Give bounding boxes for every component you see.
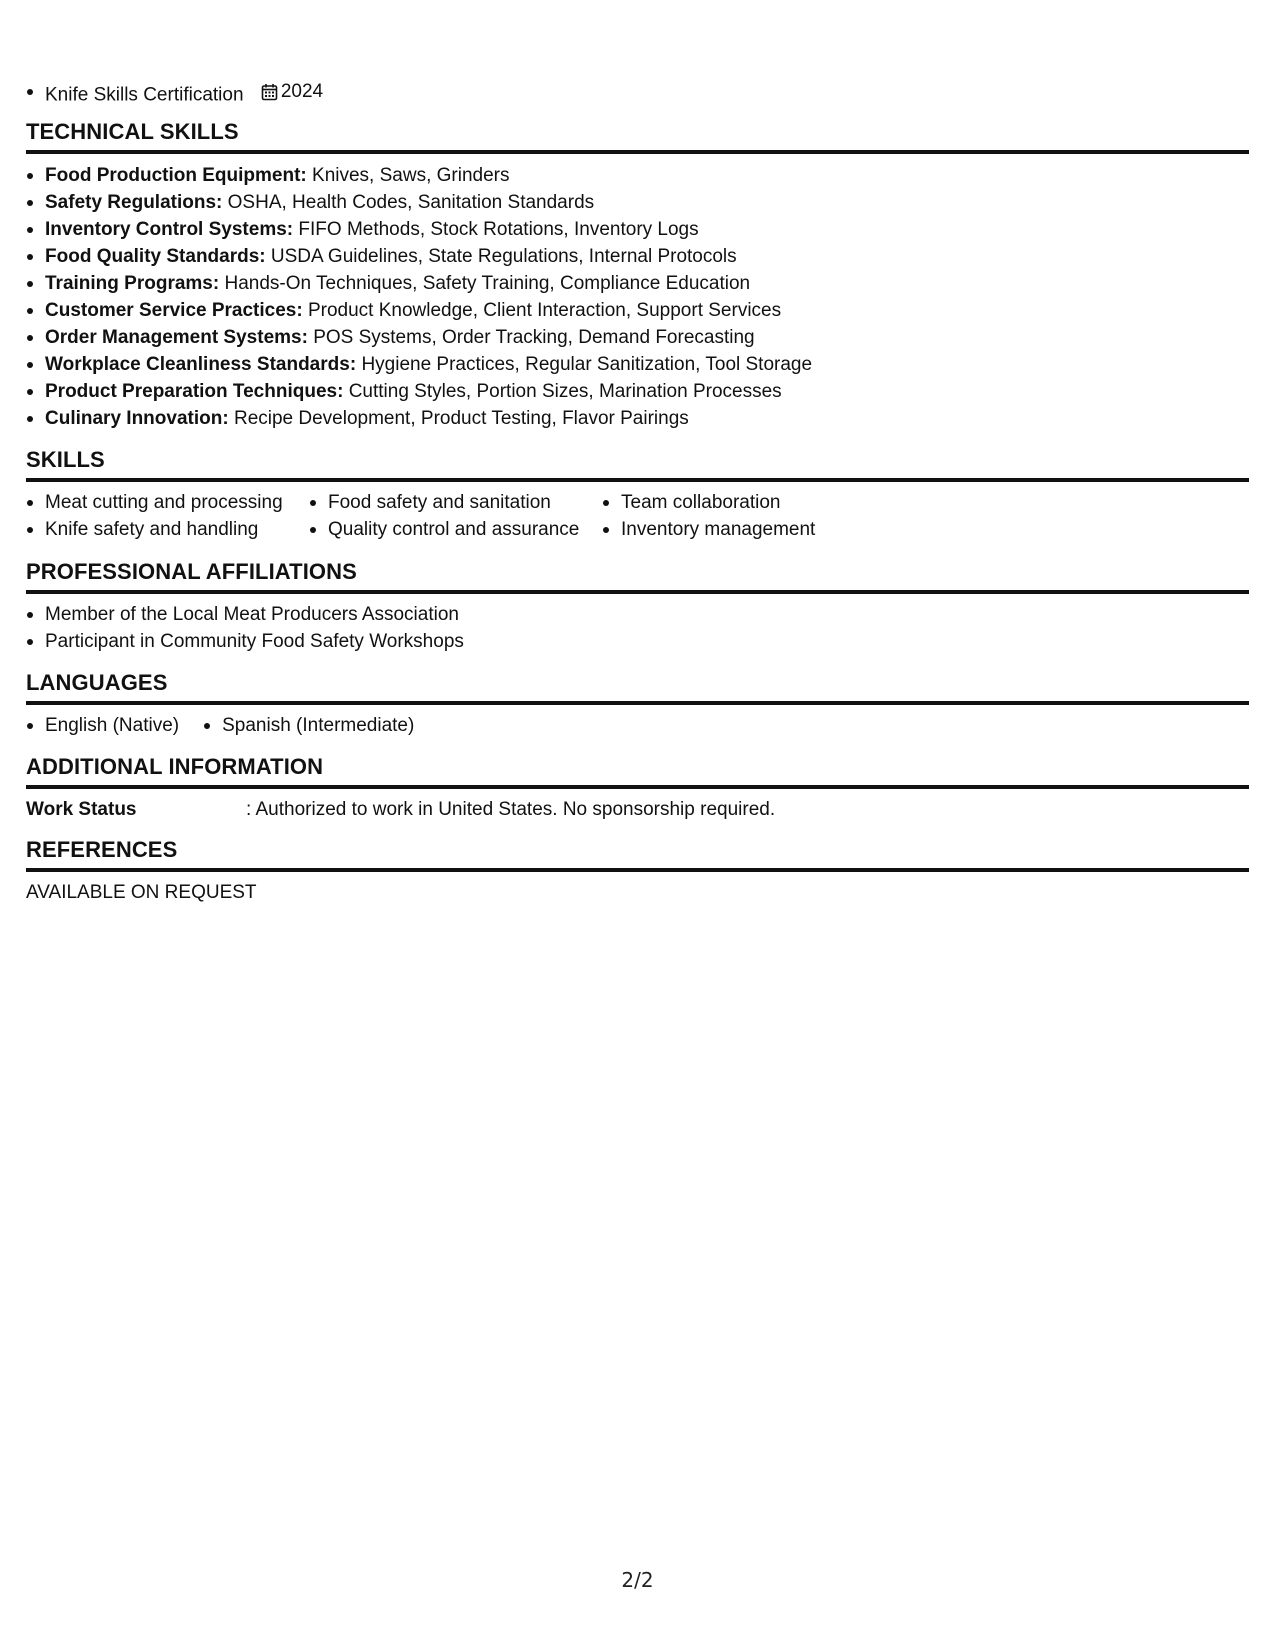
- list-item: Participant in Community Food Safety Workshops: [26, 628, 1249, 655]
- affiliations-heading: PROFESSIONAL AFFILIATIONS: [26, 558, 1249, 594]
- calendar-icon: [261, 83, 278, 101]
- skill-label: Product Preparation Techniques:: [45, 381, 344, 402]
- list-item: [26, 216, 1249, 243]
- list-item: Meat cutting and processing: [26, 489, 309, 516]
- skill-label: Food Production Equipment:: [45, 165, 307, 186]
- list-item: [26, 405, 1249, 432]
- list-item: Quality control and assurance: [309, 516, 602, 543]
- skill-value: POS Systems, Order Tracking, Demand Forecasting: [313, 327, 755, 348]
- skill-label: Inventory Control Systems:: [45, 219, 294, 240]
- list-item: [26, 297, 1249, 324]
- affiliations-list: [26, 601, 1249, 655]
- skill-label: Training Programs:: [45, 273, 220, 294]
- technical-skills-list: [26, 162, 1249, 432]
- skill-value: FIFO Methods, Stock Rotations, Inventory Logs: [298, 219, 699, 240]
- list-item: [26, 324, 1249, 351]
- work-status-row: [26, 796, 1249, 823]
- skills-heading: SKILLS: [26, 446, 1249, 482]
- technical-skills-heading: TECHNICAL SKILLS: [26, 118, 1249, 154]
- work-status-label: Work Status: [26, 799, 137, 820]
- list-item: [26, 162, 1249, 189]
- skill-value: OSHA, Health Codes, Sanitation Standards: [227, 192, 595, 213]
- list-item: Food safety and sanitation: [309, 489, 602, 516]
- certification-list: [26, 78, 323, 105]
- list-item: English (Native): [26, 712, 179, 739]
- skill-value: Knives, Saws, Grinders: [312, 165, 510, 186]
- languages-heading: LANGUAGES: [26, 669, 1249, 705]
- skill-label: Food Quality Standards:: [45, 246, 266, 267]
- list-item: Knife safety and handling: [26, 516, 309, 543]
- list-item: [26, 189, 1249, 216]
- certification-name: Knife Skills Certification: [45, 84, 244, 106]
- list-item: Team collaboration: [602, 489, 842, 516]
- certification-date: [261, 78, 323, 105]
- list-item: Spanish (Intermediate): [203, 712, 414, 739]
- list-item: [26, 351, 1249, 378]
- skill-label: Order Management Systems:: [45, 327, 308, 348]
- skill-value: Cutting Styles, Portion Sizes, Marination Processes: [348, 381, 782, 402]
- references-heading: REFERENCES: [26, 836, 1249, 872]
- list-item: [26, 243, 1249, 270]
- skills-list: [26, 489, 1249, 543]
- list-item: Member of the Local Meat Producers Association: [26, 601, 1249, 628]
- skill-value: USDA Guidelines, State Regulations, Internal Protocols: [270, 246, 737, 267]
- additional-info-heading: ADDITIONAL INFORMATION: [26, 753, 1249, 789]
- skill-label: Customer Service Practices:: [45, 300, 303, 321]
- skill-label: Safety Regulations:: [45, 192, 223, 213]
- skill-value: Hands-On Techniques, Safety Training, Compliance Education: [224, 273, 751, 294]
- skill-value: Recipe Development, Product Testing, Flavor Pairings: [233, 408, 689, 429]
- references-text: AVAILABLE ON REQUEST: [26, 882, 257, 903]
- page-number: 2/2: [621, 1568, 654, 1592]
- skill-value: Product Knowledge, Client Interaction, Support Services: [307, 300, 782, 321]
- certification-item: [26, 78, 323, 105]
- skill-label: Workplace Cleanliness Standards:: [45, 354, 357, 375]
- list-item: [26, 378, 1249, 405]
- list-item: Inventory management: [602, 516, 842, 543]
- list-item: [26, 270, 1249, 297]
- certification-year: 2024: [280, 81, 324, 102]
- skill-label: Culinary Innovation:: [45, 408, 229, 429]
- skill-value: Hygiene Practices, Regular Sanitization, Tool Storage: [361, 354, 813, 375]
- languages-list: [26, 712, 1249, 739]
- work-status-value: : Authorized to work in United States. No sponsorship required.: [246, 799, 776, 820]
